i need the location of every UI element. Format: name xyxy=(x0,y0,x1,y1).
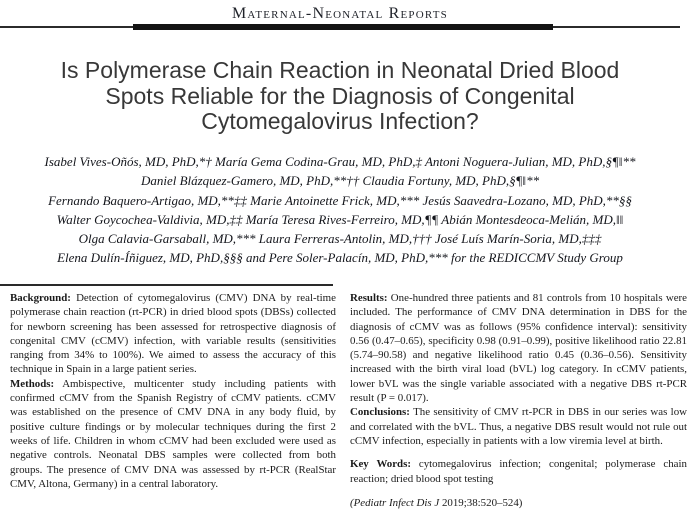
background-text: Detection of cytomegalovirus (CMV) DNA by real-time polymerase chain reaction (rt-PCR) in dried blood spots (DBSs) collected for newborn screening has been assessed for retrospective diagnosis of congenital CMV (cCMV) infection, with variable results (sensitivities ranging from 34% to 100%). We aimed to assess the accuracy of this technique in Spain in a large patient series. xyxy=(10,292,336,376)
abstract-top-rule xyxy=(0,284,333,286)
author-line-3: Fernando Baquero-Artigao, MD,**‡‡ Marie Antoinette Frick, MD,*** Jesús Saavedra-Lozano, MD, PhD,**§§ xyxy=(48,192,632,208)
conclusions-label: Conclusions: xyxy=(350,406,410,419)
results-label: Results: xyxy=(350,292,388,304)
article-title-line-1: Is Polymerase Chain Reaction in Neonatal Dried Blood xyxy=(60,57,620,83)
citation-journal-name: (Pediatr Infect Dis J xyxy=(350,496,442,509)
methods-label: Methods: xyxy=(10,377,55,390)
keywords-paragraph xyxy=(350,457,687,486)
journal-citation xyxy=(350,496,687,510)
author-line-4: Walter Goycochea-Valdivia, MD,‡‡ María Teresa Rives-Ferreiro, MD,¶¶ Abián Montesdeoca-Melián, MD,‖‖ xyxy=(56,211,624,227)
author-list xyxy=(0,152,680,268)
abstract-paragraph-results xyxy=(350,291,687,405)
abstract-paragraph-conclusions xyxy=(350,405,687,448)
author-line-6: Elena Dulín-Íñiguez, MD, PhD,§§§ and Pere Soler-Palacín, MD, PhD,*** for the REDICCMV Study Group xyxy=(57,250,623,266)
conclusions-text: The sensitivity of CMV rt-PCR in DBS in our series was low and correlated with the bVL. Thus, a negative DBS result would not rule out cCMV infection, especially in patients with a low viremia level at birth. xyxy=(350,406,687,447)
article-title xyxy=(0,58,680,135)
author-line-2: Daniel Blázquez-Gamero, MD, PhD,**†† Claudia Fortuny, MD, PhD,§¶‖** xyxy=(140,173,540,189)
article-title-line-3: Cytomegalovirus Infection? xyxy=(201,108,479,134)
abstract-paragraph-methods xyxy=(10,377,336,491)
header-rule-thick-bar xyxy=(133,24,553,30)
running-head: Maternal-Neonatal Reports xyxy=(231,5,448,22)
header-rule xyxy=(0,24,680,30)
results-text: One-hundred three patients and 81 controls from 10 hospitals were included. The performance of CMV DNA determination in DBS for the diagnosis of cCMV was as follows (95% confidence interval): sensitivity 0.56 (0.47–0.65), specificity 0.98 (0.91–0.99), positive likelihood ratio 22.81 (5.74–90.58) and negative likelihood ratio 0.45 (0.36–0.56). Sensitivity increased with the birth viral load (bVL) log category. In cCMV patients, lower bVL was the single variable associated with a negative DBS rt-PCR result (P = 0.017). xyxy=(350,292,687,405)
article-title-line-2: Spots Reliable for the Diagnosis of Congenital xyxy=(105,82,575,109)
citation-volume-pages: 2019;38:520–524) xyxy=(441,496,523,509)
methods-text: Ambispective, multicenter study including patients with confirmed cCMV from the Spanish Registry of cCMV patients. cCMV was established on the presence of CMV DNA in any body fluid, by positive culture findings or by molecular techniques during the first 2 weeks of life. Children in whom cCMV had been excluded were used as negative controls. Neonatal DBS samples were collected from both groups. The presence of CMV DNA was assessed by rt-PCR (RealStar CMV, Altona, Germany) in a central laboratory. xyxy=(10,377,337,490)
author-line-5: Olga Calavia-Garsaball, MD,*** Laura Ferreras-Antolin, MD,††† José Luís Marín-Soria, MD,‡‡‡ xyxy=(78,231,602,247)
background-label: Background: xyxy=(10,292,71,304)
author-line-1: Isabel Vives-Oñós, MD, PhD,*† María Gema Codina-Grau, MD, PhD,‡ Antoni Noguera-Julian, MD, PhD,§¶‖** xyxy=(44,154,636,169)
abstract-left-column xyxy=(10,291,336,491)
keywords-text: cytomegalovirus infection; congenital; polymerase chain reaction; dried blood spot testing xyxy=(350,458,687,485)
keywords-label: Key Words: xyxy=(350,458,411,471)
abstract-paragraph-background xyxy=(10,291,336,377)
abstract-right-column xyxy=(350,291,687,510)
